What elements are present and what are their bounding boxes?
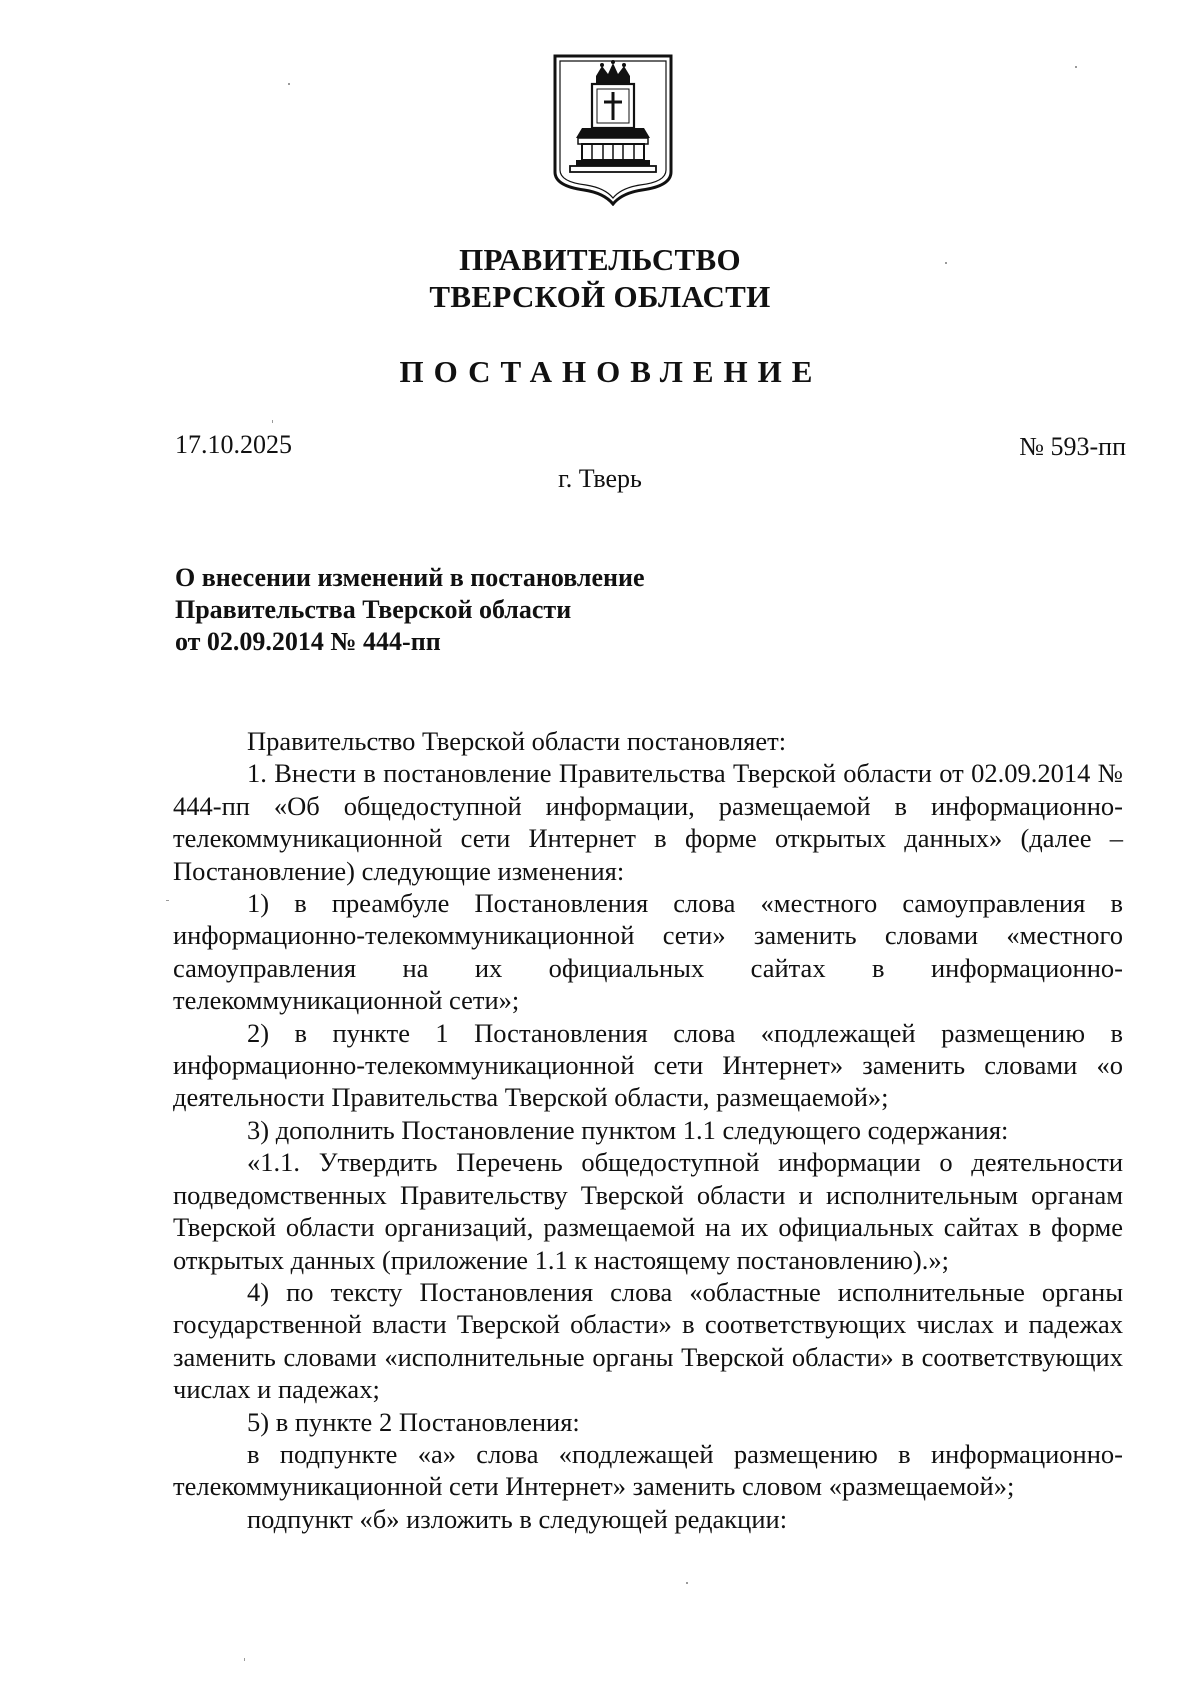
body-paragraph: 2) в пункте 1 Постановления слова «подлежащей размещению в информационно-телекоммуникационной сети Интернет» заменить словами «о деятельности Правительства Тверской области, размещаемой»; [173,1017,1123,1113]
document-city: г. Тверь [558,464,642,493]
document-number: № 593-пп [1019,432,1126,461]
body-paragraph: 1) в преамбуле Постановления слова «местного самоуправления в информационно-телекоммуникационной сети» заменить словами «местного самоуправления на их официальных сайтах в информационно-телекоммуникационной сети»; [173,888,1123,1016]
document-subject [175,562,645,658]
scan-speck [1075,66,1077,68]
document-body [173,725,1123,1535]
scan-speck [272,420,273,423]
scan-speck [166,900,169,901]
subject-line: от 02.09.2014 № 444-пп [175,627,441,656]
scan-speck [945,262,947,264]
government-title-line2: ТВЕРСКОЙ ОБЛАСТИ [429,279,771,314]
document-date: 17.10.2025 [175,430,292,459]
subject-line: О внесении изменений в постановление [175,563,645,592]
document-type-heading: ПОСТАНОВЛЕНИЕ [399,354,823,389]
subject-line: Правительства Тверской области [175,595,572,624]
scan-speck [686,1582,688,1584]
tver-coat-of-arms-icon [552,54,674,206]
body-paragraph: 5) в пункте 2 Постановления: [247,1406,580,1437]
body-paragraph: подпункт «б» изложить в следующей редакции: [247,1503,788,1534]
scan-speck [288,83,290,85]
body-paragraph: в подпункте «а» слова «подлежащей размещению в информационно-телекоммуникационной сети Интернет» заменить словом «размещаемой»; [173,1438,1123,1502]
body-paragraph: «1.1. Утвердить Перечень общедоступной информации о деятельности подведомственных Правительству Тверской области и исполнительным органам Тверской области организаций, размещаемой на их официальных сайтах в форме открытых данных (приложение 1.1 к настоящему постановлению).»; [173,1147,1123,1275]
government-title-line1: ПРАВИТЕЛЬСТВО [459,242,741,277]
scan-speck [244,1658,245,1661]
body-paragraph: 3) дополнить Постановление пунктом 1.1 следующего содержания: [247,1114,1009,1145]
body-paragraph: 4) по тексту Постановления слова «областные исполнительные органы государственной власти Тверской области» в соответствующих числах и падежах заменить словами «исполнительные органы Тверской области» в соответствующих числах и падежах; [173,1276,1123,1405]
body-paragraph: 1. Внести в постановление Правительства Тверской области от 02.09.2014 № 444-пп «Об общедоступной информации, размещаемой в информационно-телекоммуникационной сети Интернет в форме открытых данных» (далее – Постановление) следующие изменения: [173,758,1123,886]
body-paragraph: Правительство Тверской области постановляет: [247,726,787,756]
